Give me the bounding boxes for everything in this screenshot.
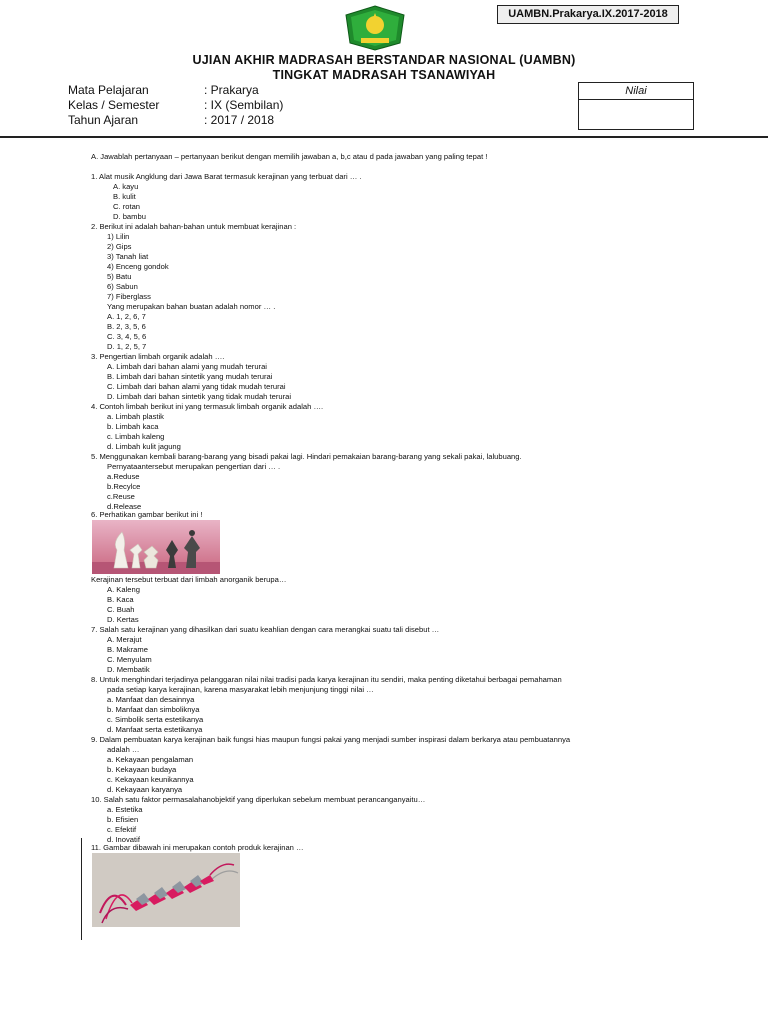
- option-line: b. Limbah kaca: [107, 422, 159, 431]
- option-line: b. Efisien: [107, 815, 139, 824]
- question-text: Kerajinan tersebut terbuat dari limbah anorganik berupa…: [91, 575, 287, 584]
- list-item: 4) Enceng gondok: [107, 262, 169, 271]
- question-5: 5. Menggunakan kembali barang-barang yang bisadi pakai lagi. Hindari pemakaian barang-barang yang sekali pakai, lalubuang.: [91, 452, 522, 461]
- option-line: B. kulit: [113, 192, 136, 201]
- option-line: A. 1, 2, 6, 7: [107, 312, 146, 321]
- option-line: C. rotan: [113, 202, 141, 211]
- margin-line: [81, 838, 82, 940]
- question-4: 4. Contoh limbah berikut ini yang termasuk limbah organik adalah ….: [91, 402, 324, 411]
- option-line: B. 2, 3, 5, 6: [107, 322, 146, 331]
- list-item: 7) Fiberglass: [107, 292, 151, 301]
- option-line: A. kayu: [113, 182, 139, 191]
- option-line: A. Limbah dari bahan alami yang mudah terurai: [107, 362, 267, 371]
- option-line: B. Kaca: [107, 595, 134, 604]
- exam-title: UJIAN AKHIR MADRASAH BERSTANDAR NASIONAL (UAMBN): [192, 53, 576, 67]
- option-line: d. Inovatif: [107, 835, 140, 844]
- list-item: 1) Lilin: [107, 232, 130, 241]
- option-line: a.Reduse: [107, 472, 140, 481]
- info-label-subject: Mata Pelajaran: [68, 83, 149, 97]
- option-line: d. Manfaat serta estetikanya: [107, 725, 203, 734]
- option-line: D. Limbah dari bahan sintetik yang tidak mudah terurai: [107, 392, 292, 401]
- list-item: 2) Gips: [107, 242, 132, 251]
- option-line: c. Limbah kaleng: [107, 432, 165, 441]
- option-line: C. Limbah dari bahan alami yang tidak mudah terurai: [107, 382, 286, 391]
- document-code-box: UAMBN.Prakarya.IX.2017-2018: [497, 5, 679, 24]
- option-line: c. Kekayaan keunikannya: [107, 775, 194, 784]
- question-text: pada setiap karya kerajinan, karena masyarakat lebih menjunjung tinggi nilai …: [107, 685, 374, 694]
- question-text: Pernyataantersebut merupakan pengertian dari … .: [107, 462, 281, 471]
- score-box: [578, 82, 694, 130]
- option-line: d. Limbah kulit jagung: [107, 442, 181, 451]
- question-text: Yang merupakan bahan buatan adalah nomor … .: [107, 302, 276, 311]
- option-line: a. Manfaat dan desainnya: [107, 695, 195, 704]
- info-label-year: Tahun Ajaran: [68, 113, 139, 127]
- option-line: a. Kekayaan pengalaman: [107, 755, 194, 764]
- question-1: 1. Alat musik Angklung dari Jawa Barat termasuk kerajinan yang terbuat dari … .: [91, 172, 362, 181]
- question-11: 11. Gambar dibawah ini merupakan contoh produk kerajinan …: [91, 843, 304, 852]
- question-2: 2. Berikut ini adalah bahan-bahan untuk membuat kerajinan :: [91, 222, 297, 231]
- option-line: B. Limbah dari bahan sintetik yang mudah terurai: [107, 372, 273, 381]
- option-line: A. Kaleng: [107, 585, 140, 594]
- info-value-year: : 2017 / 2018: [204, 113, 275, 127]
- option-line: C. 3, 4, 5, 6: [107, 332, 147, 341]
- score-label: Nilai: [579, 83, 693, 100]
- list-item: 5) Batu: [107, 272, 132, 281]
- question-6: 6. Perhatikan gambar berikut ini !: [91, 510, 203, 519]
- instruction-line: A. Jawablah pertanyaan – pertanyaan berikut dengan memilih jawaban a, b,c atau d pada jawaban yang paling tepat !: [91, 152, 488, 161]
- option-line: c.Reuse: [107, 492, 135, 501]
- exam-subtitle: TINGKAT MADRASAH TSANAWIYAH: [272, 68, 496, 82]
- option-line: C. Menyulam: [107, 655, 152, 664]
- option-line: c. Efektif: [107, 825, 137, 834]
- kemenag-logo-icon: [344, 5, 406, 51]
- option-line: D. Membatik: [107, 665, 150, 674]
- question-7: 7. Salah satu kerajinan yang dihasilkan dari suatu keahlian dengan cara merangkai suatu tali disebut …: [91, 625, 440, 634]
- option-line: a. Limbah plastik: [107, 412, 164, 421]
- option-line: D. bambu: [113, 212, 146, 221]
- header-divider: [0, 136, 768, 138]
- option-line: c. Simbolik serta estetikanya: [107, 715, 204, 724]
- option-line: a. Estetika: [107, 805, 143, 814]
- option-line: d.Release: [107, 502, 142, 511]
- option-line: b.Recylce: [107, 482, 141, 491]
- question-10: 10. Salah satu faktor permasalahanobjektif yang diperlukan sebelum membuat perancanganyaitu…: [91, 795, 426, 804]
- info-value-class: : IX (Sembilan): [204, 98, 284, 112]
- option-line: b. Kekayaan budaya: [107, 765, 177, 774]
- list-item: 6) Sabun: [107, 282, 138, 291]
- question-3: 3. Pengertian limbah organik adalah ….: [91, 352, 225, 361]
- option-line: A. Merajut: [107, 635, 142, 644]
- option-line: C. Buah: [107, 605, 135, 614]
- question-8: 8. Untuk menghindari terjadinya pelanggaran nilai nilai tradisi pada karya kerajinan itu sendiri, maka penting diketahui berbagai pemahaman: [91, 675, 562, 684]
- option-line: B. Makrame: [107, 645, 148, 654]
- option-line: D. Kertas: [107, 615, 139, 624]
- info-value-subject: : Prakarya: [204, 83, 259, 97]
- list-item: 3) Tanah liat: [107, 252, 149, 261]
- question-text: adalah …: [107, 745, 140, 754]
- question-9: 9. Dalam pembuatan karya kerajinan baik fungsi hias maupun fungsi pakai yang menjadi sumber inspirasi dalam berkarya atau pembuatannya: [91, 735, 571, 744]
- info-label-class: Kelas / Semester: [68, 98, 160, 112]
- option-line: b. Manfaat dan simboliknya: [107, 705, 200, 714]
- option-line: D. 1, 2, 5, 7: [107, 342, 147, 351]
- option-line: d. Kekayaan karyanya: [107, 785, 183, 794]
- chess-pieces-photo: [92, 520, 220, 574]
- macrame-bracelet-photo: [92, 853, 240, 927]
